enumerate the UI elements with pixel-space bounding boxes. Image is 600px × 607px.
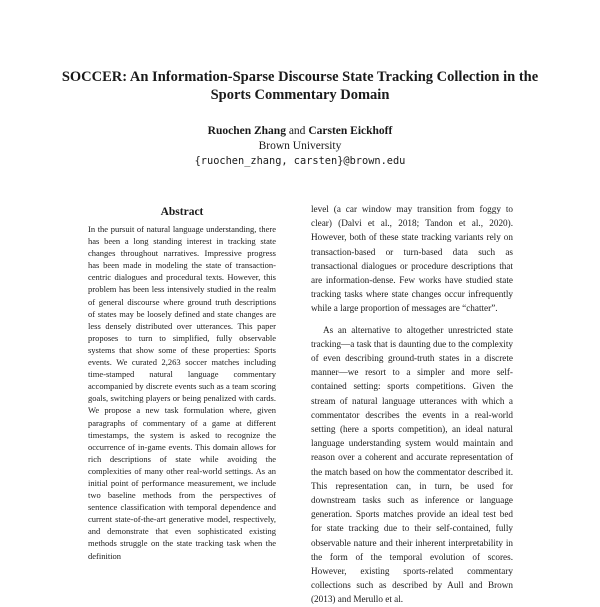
abstract-text: In the pursuit of natural language understanding, there has been a long standing interest in tracking state changes throughout narratives. Impressive progress has been made in modeling the state of transaction-centric dialogues and procedural texts. However, this problem has been less intensively studied in the realm of general discourse where ground truth descriptions of states may be loosely defined and state changes are less densely distributed over utterances. This paper proposes to turn to simplified, fully observable systems that show some of these properties: Sports events. We curated 2,263 soccer matches including time-stamped natural language commentary accompanied by discrete events such as a team scoring goals, switching players or being penalized with cards. We propose a new task formulation where, given paragraphs of commentary of a game at different timestamps, the system is asked to recognize the occurrence of in-game events. This domain allows for rich descriptions of state while avoiding the complexities of many other real-world settings. As an initial point of performance measurement, we include two baseline methods from the perspectives of sentence classification with temporal dependence and current state-of-the-art generative model, respectively, and demonstrate that even sophisticated existing methods struggle on the state tracking task when the definition	[88, 224, 276, 561]
paper-title: SOCCER: An Information-Sparse Discourse State Tracking Collection in the Sports Commentary Domain	[61, 69, 539, 103]
author-affiliation: Brown University	[258, 140, 342, 152]
body-paragraph-1: level (a car window may transition from foggy to clear) (Dalvi et al., 2018; Tandon et al., 2020). However, both of these state tracking variants rely on transaction-based or turn-based data such as transactional dialogues or procedure descriptions that are information-dense. Few works have studied state tracking tasks where state changes occur infrequently while a large proportion of messages are “chatter”.	[311, 204, 513, 314]
right-column	[311, 202, 513, 607]
author-conjunction: and	[288, 125, 306, 137]
author-line	[40, 124, 560, 139]
author-name-2: Carsten Eickhoff	[308, 125, 393, 137]
author-name-1: Ruochen Zhang	[207, 125, 286, 137]
body-paragraph-2: As an alternative to altogether unrestricted state tracking—a task that is daunting due to the complexity of even describing ground-truth states in a discrete manner—we resort to a simpler and more self-contained setting: sports competitions. Given the stream of natural language utterances with which a commentator describes the events in a real-world setting (here a sports competition), an ideal natural language understanding system would maintain and reason over a coherent and accurate representation of the match based on how the commentator described it. This representation can, in turn, be used for downstream tasks such as inference or language generation. Sports matches provide an ideal test bed for state tracking due to their self-contained, fully observable nature and their inherent interpretability in the form of the temporal evolution of scores. However, existing sports-related commentary collections such as described by Aull and Brown (2013) and Merullo et al.	[311, 324, 513, 605]
abstract-heading: Abstract	[160, 206, 204, 218]
abstract-body	[88, 223, 276, 562]
author-email: {ruochen_zhang, carsten}@brown.edu	[194, 155, 406, 167]
